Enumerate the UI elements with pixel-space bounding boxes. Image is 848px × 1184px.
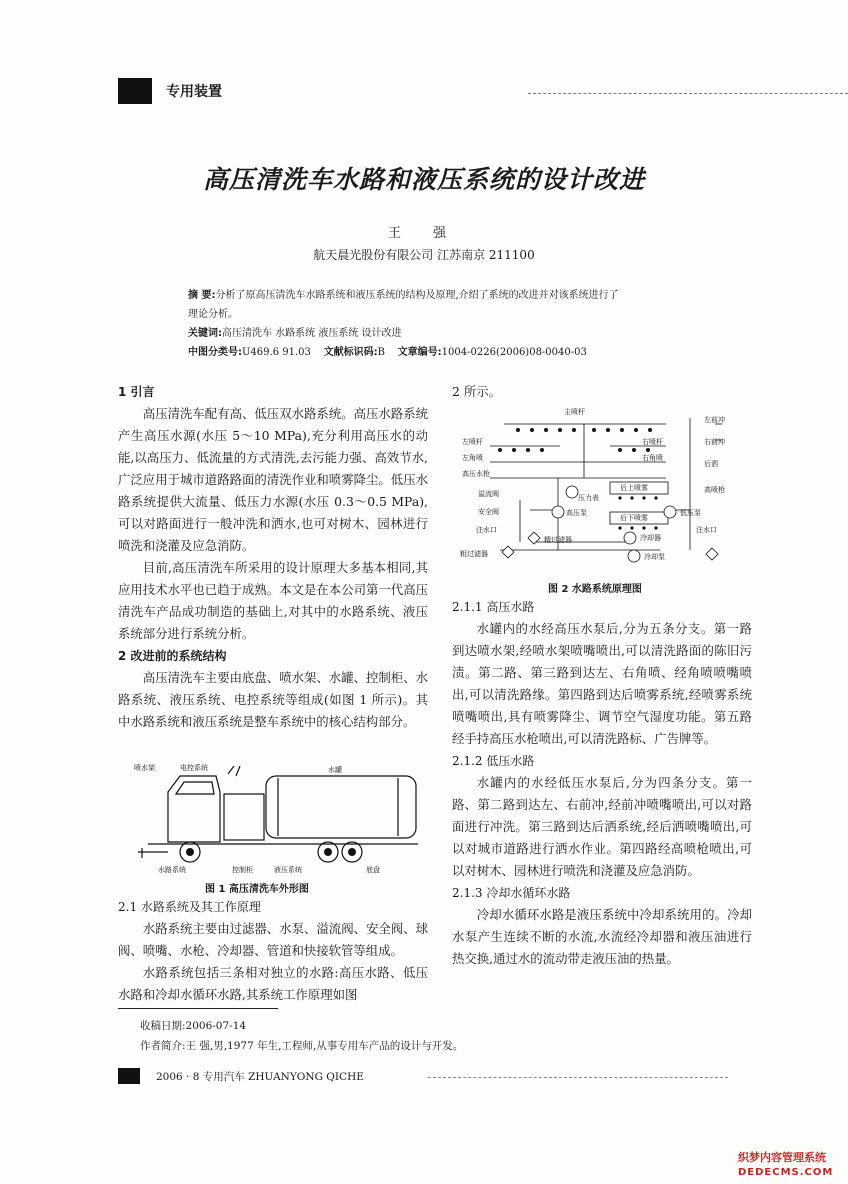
class-text: U469.6 91.03 — [242, 347, 311, 358]
intro-paragraph-1: 高压清洗车配有高、低压双水路系统。高压水路系统产生高压水源(水压 5～10 MPa),充分利用高压水的动能,以高压力、低流量的方式清洗,去污能力强、高效节水,广泛应用于城市道路路面的清洗作业和喷雾降尘。低压水路系统提供大流量、低压力水源(水压 0.3～0.5 MPa),可以对路面进行一般冲洗和洒水,也可对树木、园林进行喷洗和浇灌及应急消防。 — [118, 406, 428, 553]
abstract — [188, 286, 708, 324]
class-label: 中图分类号: — [188, 347, 242, 358]
water-system-paragraph-1: 水路系统主要由过滤器、水泵、溢流阀、安全阀、球阀、喷嘴、水枪、冷却器、管道和快接软管等组成。 — [118, 921, 428, 958]
truck-figure — [128, 762, 424, 874]
artno-text: 1004-0226(2006)08-0040-03 — [441, 347, 587, 358]
watermark — [738, 1150, 833, 1180]
fig2-overflow: 溢流阀 — [478, 490, 499, 498]
watermark-en: DEDECMS.COM — [738, 1167, 834, 1178]
pressure-gauge-symbol — [566, 486, 578, 498]
section-label: 专用装置 — [166, 84, 222, 100]
heading-2-1-3: 2.1.3 冷却水循环水路 — [452, 886, 571, 900]
fig1-label-water-system: 水路系统 — [158, 866, 186, 874]
artno-label: 文章编号: — [397, 347, 442, 358]
section-header — [118, 78, 738, 104]
hp-pump-symbol — [552, 506, 564, 518]
fig2-cooler: 冷却器 — [640, 534, 661, 542]
page-footer — [118, 1068, 718, 1086]
fig1-label-spray-frame: 喷水架 — [134, 764, 155, 772]
classification — [188, 343, 708, 362]
abstract-label: 摘 要: — [188, 290, 216, 301]
section-marker — [118, 78, 152, 104]
fig2-lp-pump: 低压泵 — [680, 509, 701, 517]
received-date: 收稿日期:2006-07-14 — [140, 1020, 247, 1032]
abstract-text-2: 理论分析。 — [188, 309, 238, 320]
fig2-safety: 安全阀 — [478, 508, 499, 516]
fig2-left-front: 左前冲 — [704, 416, 725, 424]
heading-structure: 2 改进前的系统结构 — [118, 649, 227, 663]
figure-1-caption: 图 1 高压清洗车外形图 — [205, 884, 309, 895]
keywords-label: 关键词: — [188, 328, 222, 339]
fig2-hp-gun: 高压水枪 — [462, 470, 490, 478]
fig1-label-tank: 水罐 — [328, 766, 342, 774]
footnote-rule — [118, 1008, 278, 1009]
fig2-main-spray: 主喷杆 — [564, 408, 585, 416]
footer-text: 2006 · 8 专用汽车 ZHUANYONG QICHE — [156, 1071, 364, 1083]
cooler-symbol — [624, 532, 636, 544]
fig1-label-hydraulic: 液压系统 — [274, 866, 302, 874]
watermark-cn: 织梦内容管理系统 — [738, 1151, 826, 1164]
doccode-text: B — [377, 347, 385, 358]
keywords-text: 高压清洗车 水路系统 液压系统 设计改进 — [222, 328, 402, 339]
truck-window — [176, 782, 214, 794]
fig2-high-gun: 高喷枪 — [704, 486, 725, 494]
fig2-fine-filter: 精过滤器 — [544, 536, 572, 544]
fig1-label-electric: 电控系统 — [180, 764, 208, 772]
fig2-right-corner: 右角喷 — [642, 454, 663, 462]
heading-2-1-1: 2.1.1 高压水路 — [452, 600, 535, 614]
abstract-text: 分析了原高压清洗车水路系统和液压系统的结构及原理,介绍了系统的改进并对该系统进行了 — [215, 290, 619, 301]
fig2-inlet: 注水口 — [476, 526, 497, 534]
footer-rule — [428, 1077, 728, 1078]
cooling-paragraph: 冷却水循环水路是液压系统中冷却系统用的。冷却水泵产生连续不断的水流,水流经冷却器和液压油进行热交换,通过水的流动带走液压油的热量。 — [452, 907, 752, 966]
fig2-inlet-2: 注水口 — [696, 526, 717, 534]
left-column-bottom — [118, 896, 428, 1006]
water-system-diagram — [460, 400, 742, 570]
fig2-right-front: 右前冲 — [704, 438, 725, 446]
heading-2-1-2: 2.1.2 低压水路 — [452, 754, 535, 768]
fig2-left-spray: 左喷杆 — [462, 438, 483, 446]
fig1-label-chassis: 底盘 — [366, 866, 380, 874]
water-tank-shape — [266, 776, 416, 838]
fig2-rear-mist-bottom: 后下喷雾 — [620, 514, 648, 522]
header-rule — [528, 93, 848, 94]
intro-paragraph-2: 目前,高压清洗车所采用的设计原理大多基本相同,其应用技术水平也已趋于成熟。本文是在本公司第一代高压清洗车产品成功制造的基础上,对其中的水路系统、液压系统部分进行系统分析。 — [118, 560, 428, 641]
fig2-coarse-filter: 粗过滤器 — [460, 550, 488, 558]
hp-paragraph: 水罐内的水经高压水泵后,分为五条分支。第一路到达喷水架,经喷水架喷嘴喷出,可以清洗路面的陈旧污渍。第二路、第三路到达左、右角喷、经角喷喷嘴喷出,可以清洗路缘。第四路到达后喷雾系统,经喷雾系统喷嘴喷出,具有喷雾降尘、调节空气湿度功能。第五路经手持高压水枪喷出,可以清洗路标、广告牌等。 — [452, 621, 752, 746]
fig2-pressure-gauge: 压力表 — [578, 494, 599, 502]
fig2-hp-pump: 高压泵 — [566, 509, 587, 517]
article-affiliation: 航天晨光股份有限公司 江苏南京 211100 — [313, 248, 535, 262]
article-author: 王 强 — [387, 226, 461, 241]
water-system-paragraph-2: 水路系统包括三条相对独立的水路:高压水路、低压水路和冷却水循环水路,其系统工作原理如图 — [118, 965, 428, 1002]
left-column-top — [118, 381, 428, 733]
fig2-left-corner: 左角喷 — [462, 454, 483, 462]
right-column-bottom — [452, 596, 752, 970]
heading-2-1: 2.1 水路系统及其工作原理 — [118, 900, 261, 914]
fig2-rear-spray: 后洒 — [704, 460, 718, 468]
doccode-label: 文献标识码: — [323, 347, 378, 358]
fig1-label-cabinet: 控制柜 — [232, 866, 253, 874]
structure-paragraph: 高压清洗车主要由底盘、喷水架、水罐、控制柜、水路系统、液压系统、电控系统等组成(如图 1 所示)。其中水路系统和液压系统是整车系统中的核心结构部分。 — [118, 670, 428, 729]
fig2-cool-pump: 冷却泵 — [644, 553, 665, 561]
article-title: 高压清洗车水路和液压系统的设计改进 — [202, 165, 645, 194]
lp-filter-symbol — [706, 548, 718, 560]
figure-2-caption: 图 2 水路系统原理图 — [548, 584, 642, 595]
cool-pump-symbol — [628, 550, 640, 562]
heading-intro: 1 引言 — [118, 385, 155, 399]
fig2-right-spray: 右喷杆 — [642, 438, 663, 446]
fig2-reference: 2 所示。 — [452, 384, 501, 399]
coarse-filter-symbol — [502, 546, 514, 558]
keywords — [188, 324, 708, 343]
lp-paragraph: 水罐内的水经低压水泵后,分为四条分支。第一路、第二路到达左、右前冲,经前冲喷嘴喷出,可以对路面进行冲洗。第三路到达后洒系统,经后洒喷嘴喷出,可以对城市道路进行洒水作业。第四路经高喷枪喷出,可以对树木、园林进行喷洗和浇灌及应急消防。 — [452, 775, 752, 878]
lp-pump-symbol — [664, 506, 676, 518]
control-cabinet-box — [224, 794, 264, 840]
author-bio: 作者简介:王 强,男,1977 年生,工程师,从事专用车产品的设计与开发。 — [140, 1040, 464, 1052]
fig2-rear-mist-top: 后上喷雾 — [620, 484, 648, 492]
footer-marker — [118, 1068, 140, 1084]
